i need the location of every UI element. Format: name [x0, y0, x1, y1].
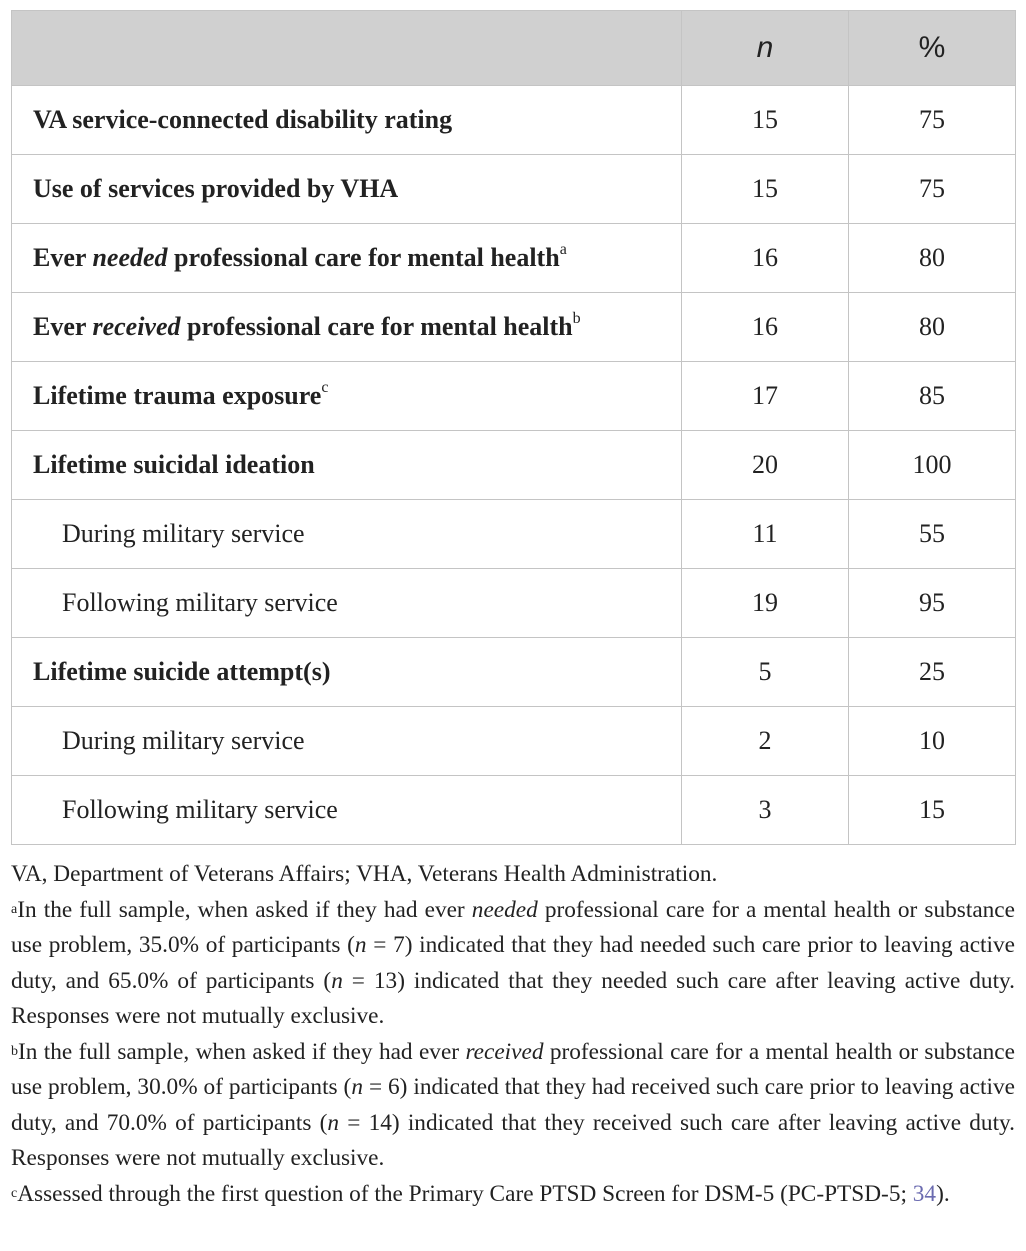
table-row — [12, 638, 1016, 707]
footnote-b — [11, 1035, 1015, 1177]
row-label-text: VA service-connected disability rating — [33, 105, 453, 134]
row-label — [12, 86, 682, 155]
row-percent-value: 15 — [849, 776, 1016, 845]
row-label-text: Following military service — [62, 588, 338, 617]
row-percent-value: 80 — [849, 224, 1016, 293]
footnote-a-text-3: = 7) indicated that they had needed such care prior to leaving active duty, and 65.0% of participants ( — [11, 932, 1015, 994]
row-label-text: Ever — [33, 312, 93, 341]
footnote-b-text-1: In the full sample, when asked if they had ever — [18, 1038, 466, 1065]
header-label-cell — [12, 11, 682, 86]
data-table-container — [11, 10, 1015, 845]
row-label — [12, 431, 682, 500]
row-label-emphasis: received — [92, 312, 181, 341]
table-row — [12, 86, 1016, 155]
row-footnote-mark: b — [572, 310, 581, 327]
row-n-value: 16 — [682, 224, 849, 293]
row-label-text: Lifetime suicide attempt(s) — [33, 657, 331, 686]
row-label — [12, 224, 682, 293]
data-table — [11, 10, 1016, 845]
table-row — [12, 155, 1016, 224]
row-label-text: Following military service — [62, 795, 338, 824]
table-body — [12, 86, 1016, 845]
row-label — [12, 707, 682, 776]
row-n-value: 11 — [682, 500, 849, 569]
footnote-c-mark: c — [11, 1185, 18, 1201]
row-percent-value: 25 — [849, 638, 1016, 707]
row-n-value: 15 — [682, 86, 849, 155]
row-footnote-mark: c — [321, 379, 329, 396]
footnote-b-mark: b — [11, 1043, 18, 1059]
row-percent-value: 80 — [849, 293, 1016, 362]
row-n-value: 16 — [682, 293, 849, 362]
footnote-b-n-2: n — [327, 1109, 340, 1136]
footnote-abbreviations: VA, Department of Veterans Affairs; VHA, Veterans Health Administration. — [11, 861, 718, 887]
row-label — [12, 569, 682, 638]
row-percent-value: 75 — [849, 86, 1016, 155]
footnote-b-text-2: professional care for a mental health or substance use problem, 30.0% of participants ( — [11, 1038, 1015, 1100]
row-percent-value: 100 — [849, 431, 1016, 500]
row-percent-value: 55 — [849, 500, 1016, 569]
row-n-value: 2 — [682, 707, 849, 776]
footnote-c — [11, 1177, 1015, 1213]
row-percent-value: 10 — [849, 707, 1016, 776]
row-label — [12, 293, 682, 362]
header-n — [682, 11, 849, 86]
row-label — [12, 362, 682, 431]
row-label-text: During military service — [62, 726, 305, 755]
header-n-text: n — [756, 31, 774, 64]
table-row — [12, 293, 1016, 362]
row-n-value: 3 — [682, 776, 849, 845]
row-n-value: 20 — [682, 431, 849, 500]
footnote-b-text-4: = 14) indicated that they received such care after leaving active duty. Responses were not mutually exclusive. — [11, 1109, 1016, 1171]
row-label — [12, 155, 682, 224]
row-n-value: 17 — [682, 362, 849, 431]
header-percent: % — [849, 11, 1016, 86]
table-footnotes — [11, 857, 1015, 1212]
row-label-text-end: professional care for mental health — [180, 312, 573, 341]
footnote-a-text-4: = 13) indicated that they needed such care after leaving active duty. Responses were not mutually exclusive. — [11, 967, 1015, 1029]
footnote-a-emphasis: needed — [471, 896, 538, 923]
row-n-value: 5 — [682, 638, 849, 707]
footnote-a-mark: a — [11, 901, 18, 917]
row-label-text: Use of services provided by VHA — [33, 174, 399, 203]
table-row — [12, 707, 1016, 776]
table-row — [12, 776, 1016, 845]
footnote-a-text-1: In the full sample, when asked if they had ever — [17, 896, 472, 923]
footnote-a — [11, 893, 1015, 1035]
row-percent-value: 95 — [849, 569, 1016, 638]
footnote-b-emphasis: received — [465, 1038, 544, 1065]
row-label-text-end: professional care for mental health — [167, 243, 560, 272]
table-row — [12, 224, 1016, 293]
row-percent-value: 75 — [849, 155, 1016, 224]
row-label — [12, 776, 682, 845]
row-n-value: 15 — [682, 155, 849, 224]
footnote-a-text-2: professional care for a mental health or substance use problem, 35.0% of participants ( — [11, 896, 1015, 958]
footnote-a-n-2: n — [331, 967, 343, 994]
row-footnote-mark: a — [559, 241, 567, 258]
footnote-c-text-1: Assessed through the first question of the Primary Care PTSD Screen for DSM-5 (PC-PTSD-5; — [17, 1180, 913, 1207]
table-row — [12, 362, 1016, 431]
footnote-b-n-1: n — [351, 1074, 363, 1100]
row-n-value: 19 — [682, 569, 849, 638]
row-label-text: During military service — [62, 519, 305, 548]
table-row — [12, 569, 1016, 638]
table-row — [12, 500, 1016, 569]
row-label-text: Lifetime suicidal ideation — [33, 450, 315, 479]
row-label-emphasis: needed — [92, 243, 168, 272]
row-percent-value: 85 — [849, 362, 1016, 431]
row-label-text: Lifetime trauma exposure — [33, 381, 322, 410]
footnote-b-text-3: = 6) indicated that they had received such care prior to leaving active duty, and 70.0% of participants ( — [11, 1074, 1015, 1136]
footnote-c-text-2: ). — [936, 1180, 950, 1207]
row-label-text: Ever — [33, 243, 93, 272]
table-row — [12, 431, 1016, 500]
reference-link-34[interactable]: 34 — [912, 1180, 937, 1207]
row-label — [12, 500, 682, 569]
footnote-a-n-1: n — [354, 932, 367, 958]
row-label — [12, 638, 682, 707]
table-header-row — [12, 11, 1016, 86]
